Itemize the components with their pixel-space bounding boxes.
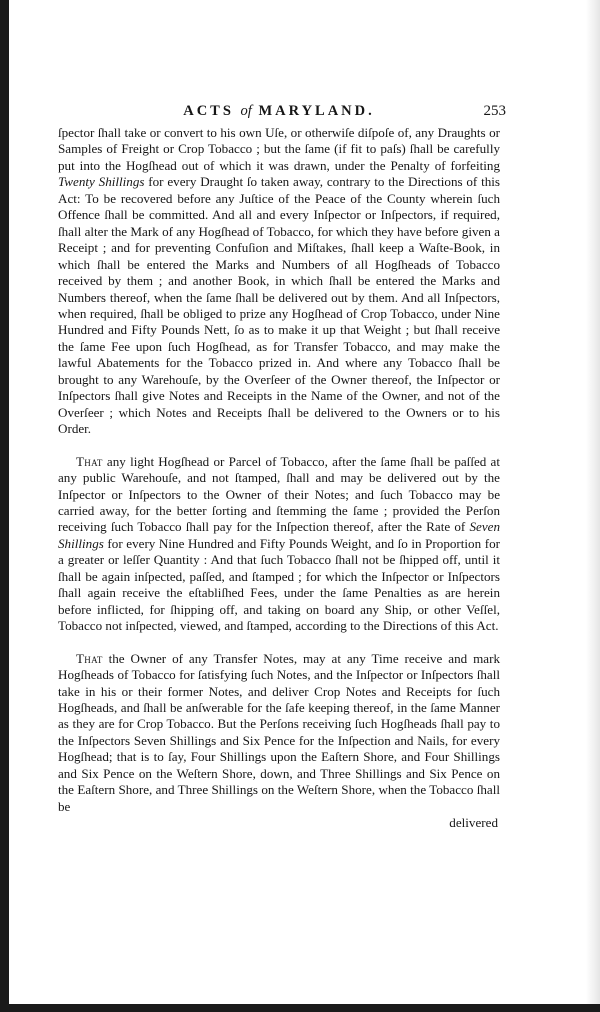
running-head-title [58,103,500,120]
running-head [58,95,506,125]
page-gutter-shadow [586,0,600,1012]
paragraph-1: ſpector ſhall take or convert to his own Uſe, or otherwiſe diſpoſe of, any Draughts or Samples of Freight or Crop Tobacco ; but the ſame (if fit to paſs) ſhall be carefully put into the Hogſhead out of which it was drawn, under the Penalty of forfeiting Twenty Shillings for every Draught ſo taken away, contrary to the Directions of this Act: To be recovered before any Juſtice of the Peace of the County wherein ſuch Offence ſhall be committed. And all and every Inſpector or Inſpectors, if required, ſhall alter the Mark of any Hogſhead of Tobacco, for which they have before given a Receipt ; and for preventing Confuſion and Miſtakes, ſhall keep a Waſte-Book, in which ſhall be entered the Marks and Numbers of all Hogſheads of Tobacco received by them ; and another Book, in which ſhall be entered the Marks and Numbers thereof, when the ſame ſhall be delivered out by them. And all Inſpectors, when required, ſhall be obliged to prize any Hogſhead of Crop Tobacco, under Nine Hundred and Fifty Pounds Nett, ſo as to make it up that Weight ; but ſhall receive the ſame Fee upon ſuch Hogſhead, as for Transfer Tobacco, and may make the lawful Abatements for the Tobacco prized in. And where any Tobacco ſhall be brought to any Warehouſe, by the Overſeer of the Owner thereof, the Inſpector or Inſpectors ſhall give Notes and Receipts in the Name of the Owner, and not of the Overſeer ; which Notes and Receipts ſhall be delivered to the Owners or to his Order. [58,125,500,437]
scan-bottom-border [0,1004,600,1012]
title-part-2: MARYLAND. [251,103,375,119]
small-caps-lead: That [76,650,103,666]
title-of: of [240,103,252,119]
document-page [58,95,506,831]
title-part-1: ACTS [183,103,241,119]
italic-phrase: Twenty Shillings [58,174,145,190]
italic-phrase: Seven Shillings [58,519,500,551]
catchword: delivered [449,815,498,831]
paragraph-3: That the Owner of any Transfer Notes, may at any Time receive and mark Hogſheads of Tobacco for ſatisfying ſuch Notes, and the Inſpector or Inſpectors ſhall take in his or their former Notes, and deliver Crop Notes and Receipts for ſuch Hogſheads, and ſhall be anſwerable for the ſafe keeping thereof, in the ſame Manner as they are for Crop Tobacco. But the Perſons receiving ſuch Hogſheads ſhall pay to the Inſpectors Seven Shillings and Six Pence for the Inſpection and Nails, for every Hogſhead; that is to ſay, Four Shillings upon the Eaſtern Shore, and Four Shillings and Six Pence on the Weſtern Shore, down, and Three Shillings and Six Pence on the Eaſtern Shore, and Three Shillings on the Weſtern Shore, when the Tobacco ſhall be [58,650,500,814]
scan-left-border [0,0,9,1012]
small-caps-lead: That [76,453,103,469]
page-number: 253 [483,103,506,119]
paragraph-2: That any light Hogſhead or Parcel of Tobacco, after the ſame ſhall be paſſed at any public Warehouſe, and not ſtamped, ſhall and may be delivered out by the Inſpector or Inſpectors to the Owner of their Notes; and ſuch Tobacco may be carried away, for the better ſorting and ſtemming the ſame ; provided the Perſon receiving ſuch Tobacco ſhall pay for the Inſpection thereof, after the Rate of Seven Shillings for every Nine Hundred and Fifty Pounds Weight, and ſo in Proportion for a greater or leſſer Quantity : And that ſuch Tobacco ſhall not be ſhipped off, until it ſhall be again inſpected, paſſed, and ſtamped ; for which the Inſpector or Inſpectors ſhall again receive the eſtabliſhed Fees, under the ſame Penalties as are herein before inflicted, for ſhipping off, and taking on board any Ship, or other Veſſel, Tobacco not inſpected, viewed, and ſtamped, according to the Directions of this Act. [58,453,500,634]
